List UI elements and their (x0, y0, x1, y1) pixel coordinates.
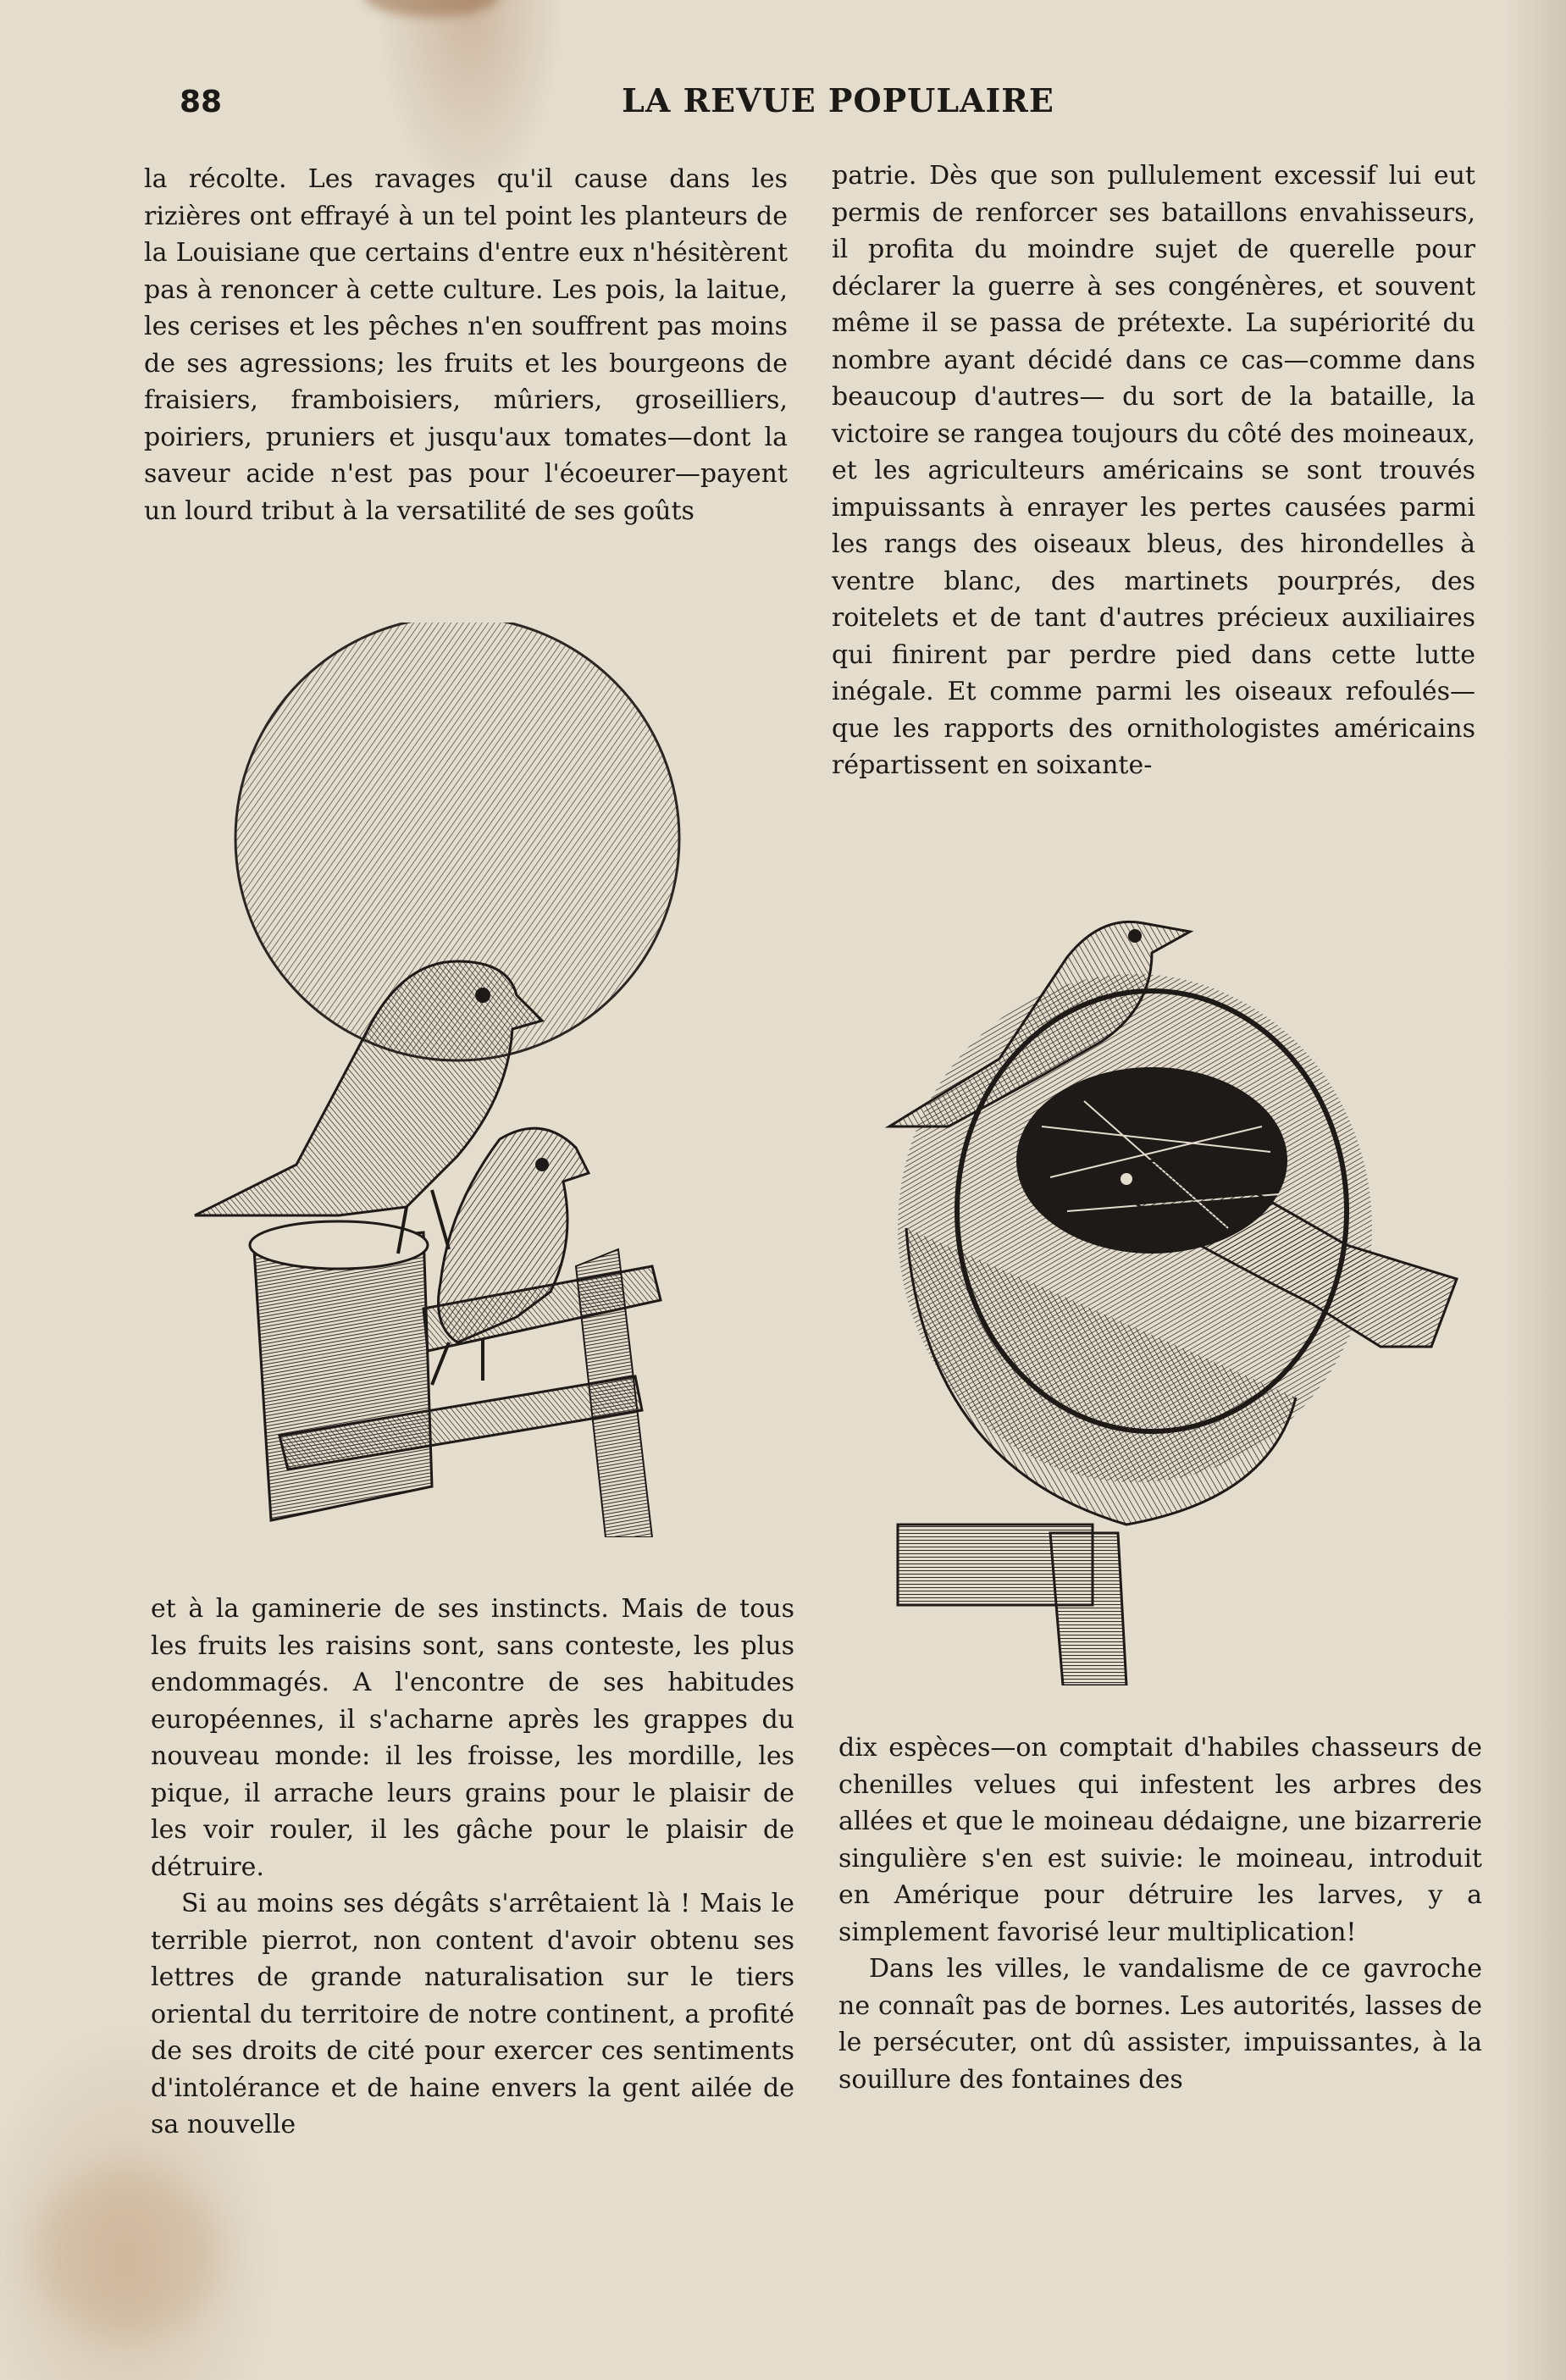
paragraph: dix espèces—on comptait d'habiles chasseurs de chenilles velues qui infestent les arbres des allées et que le moineau dédaigne, une bizarrerie singulière s'en est suivie: le moineau, introduit en Amérique pour détruire les larves, y a simplement favorisé leur multiplication! (838, 1733, 1482, 1947)
right-column-top (832, 158, 1475, 784)
paragraph: Dans les villes, le vandalisme de ce gavroche ne connaît pas de bornes. Les autorités, lasses de le persécuter, ont dû assister, impuissantes, à la souillure des fontaines des (838, 1954, 1482, 2095)
right-column-bottom (838, 1730, 1482, 2098)
paragraph: la récolte. Les ravages qu'il cause dans les rizières ont effrayé à un tel point les planteurs de la Louisiane que certains d'entre eux n'hésitèrent pas à renoncer à cette culture. Les pois, la laitue, les cerises et les pêches n'en souffrent pas moins de ses agressions; les fruits et les bourgeons de fraisiers, framboisiers, mûriers, groseilliers, poiriers, pruniers et jusqu'aux tomates—dont la saveur acide n'est pas pour l'écoeurer—payent un lourd tribut à la versatilité de ses goûts (144, 164, 788, 526)
sparrows-nest-in-pot-icon (872, 872, 1465, 1685)
page-number: 88 (180, 85, 223, 119)
paper-stain (34, 2168, 220, 2338)
left-column-top (144, 161, 788, 529)
paragraph: patrie. Dès que son pullulement excessif lui eut permis de renforcer ses bataillons envahisseurs, il profita du moindre sujet de querelle pour déclarer la guerre à ses congénères, et souvent même il se passa de prétexte. La supériorité du nombre ayant décidé dans ce cas—comme dans beaucoup d'autres— du sort de la bataille, la victoire se rangea toujours du côté des moineaux, et les agriculteurs américains se sont trouvés impuissants à enrayer les pertes causées parmi les rangs des oiseaux bleus, des hirondelles à ventre blanc, des martinets pourprés, des roitelets et de tant d'autres précieux auxiliaires qui finirent par perdre pied dans cette lutte inégale. Et comme parmi les oiseaux refoulés—que les rapports des ornithologistes américains répartissent en soixante- (832, 161, 1475, 780)
running-head-title: LA REVUE POPULAIRE (622, 81, 1054, 119)
sparrows-on-fence-post-icon (178, 623, 703, 1537)
left-column-bottom (151, 1591, 794, 2144)
paragraph: et à la gaminerie de ses instincts. Mais de tous les fruits les raisins sont, sans conteste, les plus endommagés. A l'encontre de ses habitudes européennes, il s'acharne après les grappes du nouveau monde: il les froisse, les mordille, les pique, il arrache leurs grains pour le plaisir de les voir rouler, il les gâche pour le plaisir de détruire. (151, 1594, 794, 1882)
paragraph: Si au moins ses dégâts s'arrêtaient là ! Mais le terrible pierrot, non content d'avoir obtenu ses lettres de grande naturalisation sur le tiers oriental du territoire de notre continent, a profité de ses droits de cité pour exercer ces sentiments d'intolérance et de haine envers la gent ailée de sa nouvelle (151, 1889, 794, 2139)
